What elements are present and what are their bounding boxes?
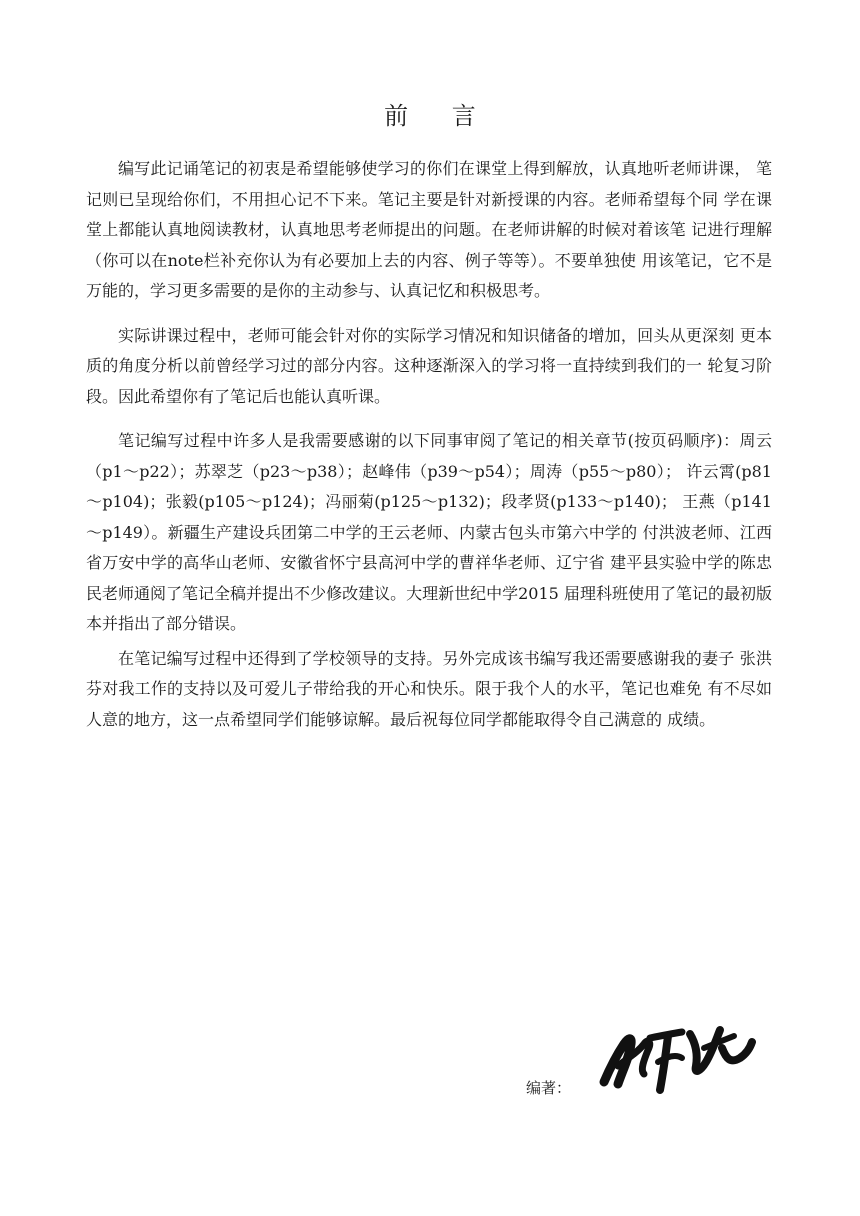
paragraph-closing: 在笔记编写过程中还得到了学校领导的支持。另外完成该书编写我还需要感谢我的妻子 张洪芬对我工作的支持以及可爱儿子带给我的开心和快乐。限于我个人的水平，笔记也难免 有不尽如人意的地方，这一点希望同学们能够谅解。最后祝每位同学都能取得令自己满意的 成绩。 [86, 648, 772, 729]
editor-label: 编著： [526, 1079, 572, 1097]
handwritten-signature [598, 1018, 756, 1094]
paragraph-purpose: 编写此记诵笔记的初衷是希望能够使学习的你们在课堂上得到解放，认真地听老师讲课， 笔记则已呈现给你们，不用担心记不下来。笔记主要是针对新授课的内容。老师希望每个同 学在课堂上都能认真地阅读教材，认真地思考老师提出的问题。在老师讲解的时候对着该笔 记进行理解（你可以在note栏补充你认为有必要加上去的内容、例子等等）。不要单独使 用该笔记，它不是万能的，学习更多需要的是你的主动参与、认真记忆和积极思考。 [86, 159, 772, 300]
page-title: 前 言 [384, 102, 494, 130]
author-block [526, 1018, 766, 1098]
preface-body [86, 154, 772, 749]
paragraph-teaching-process: 实际讲课过程中，老师可能会针对你的实际学习情况和知识储备的增加，回头从更深刻 更本质的角度分析以前曾经学习过的部分内容。这种逐渐深入的学习将一直持续到我们的一 轮复习阶段。因此希望你有了笔记后也能认真听课。 [86, 325, 772, 406]
paragraph-acknowledgements: 笔记编写过程中许多人是我需要感谢的以下同事审阅了笔记的相关章节(按页码顺序)：周云（p1～p22）；苏翠芝（p23～p38）；赵峰伟（p39～p54）；周涛（p55～p80）； 许云霄(p81～p104)；张毅(p105～p124)；冯丽菊(p125～p132)；段孝贤(p133～p140)； 王燕（p141～p149）。新疆生产建设兵团第二中学的王云老师、内蒙古包头市第六中学的 付洪波老师、江西省万安中学的高华山老师、安徽省怀宁县高河中学的曹祥华老师、辽宁省 建平县实验中学的陈忠民老师通阅了笔记全稿并提出不少修改建议。大理新世纪中学2015 届理科班使用了笔记的最初版本并指出了部分错误。 [86, 431, 772, 633]
